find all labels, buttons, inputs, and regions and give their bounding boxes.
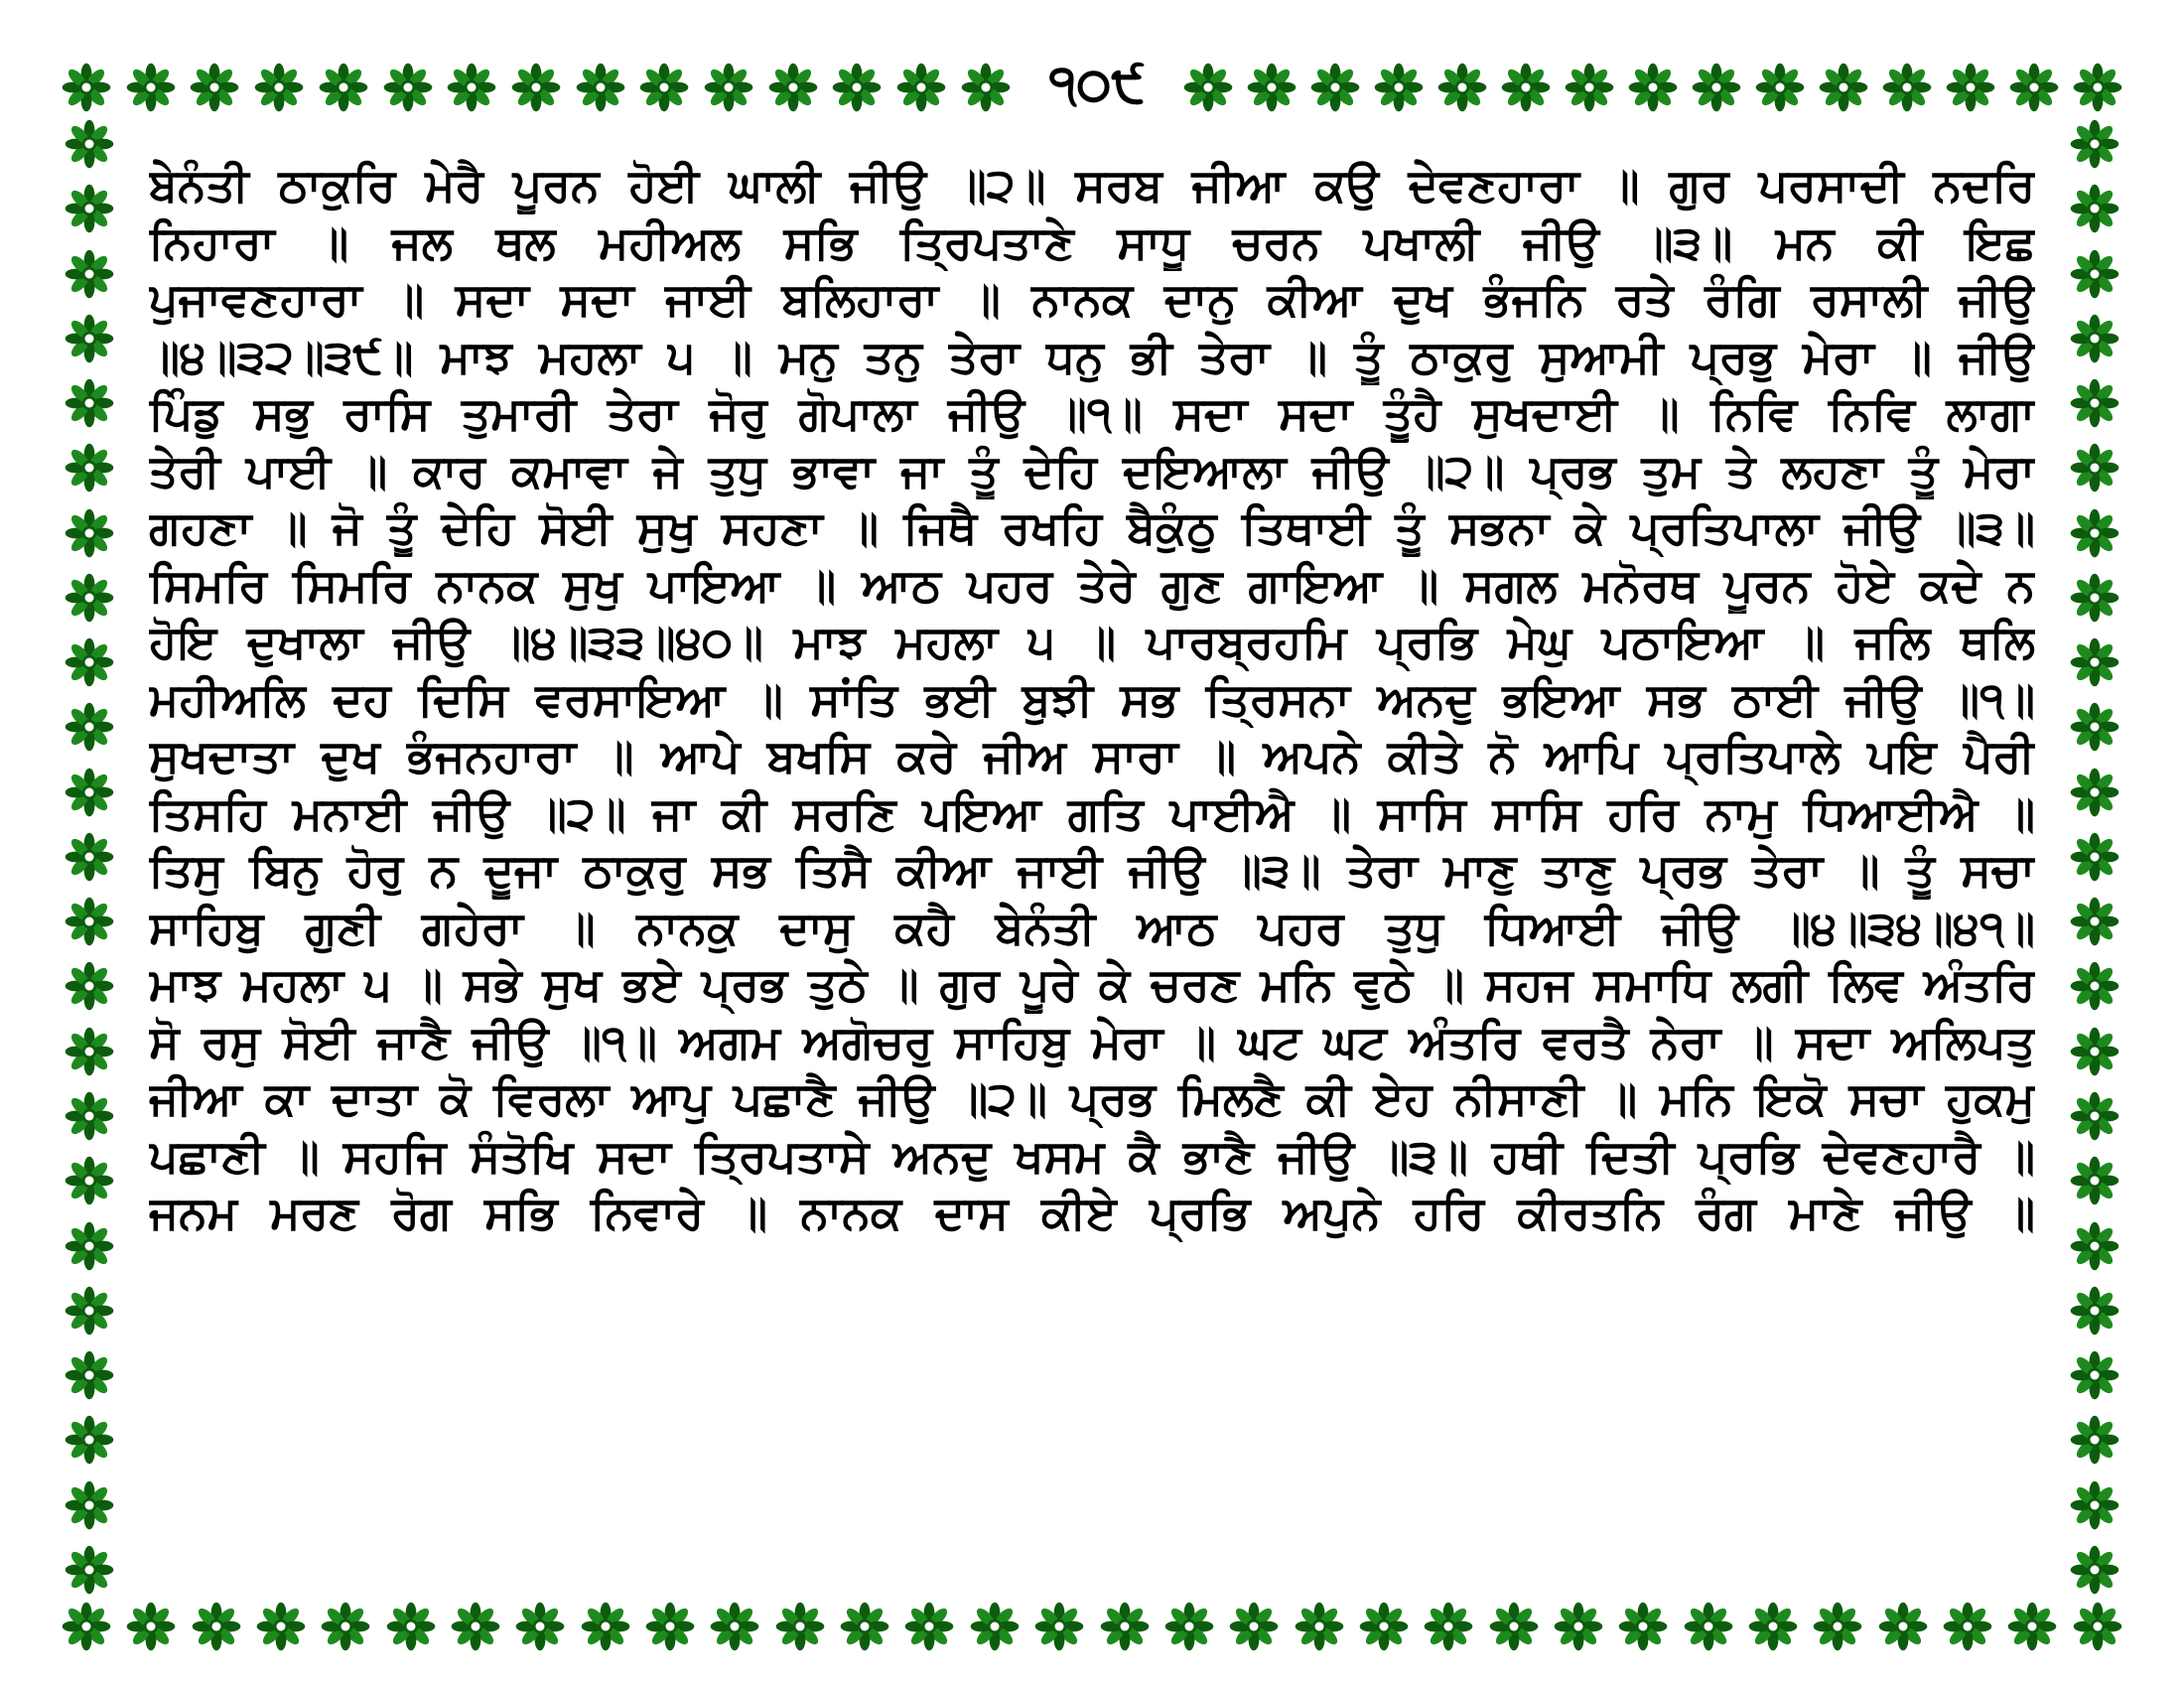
border-bottom bbox=[60, 1597, 2124, 1656]
flower-ornament-icon bbox=[2068, 312, 2121, 365]
flower-ornament-icon bbox=[2068, 1413, 2121, 1467]
flower-ornament-icon bbox=[317, 61, 370, 114]
flower-ornament-icon bbox=[2068, 1348, 2121, 1402]
flower-ornament-icon bbox=[968, 1600, 1022, 1653]
flower-ornament-icon bbox=[894, 61, 948, 114]
flower-ornament-icon bbox=[1876, 1600, 1930, 1653]
flower-ornament-icon bbox=[1682, 1600, 1735, 1653]
flower-ornament-icon bbox=[2068, 506, 2121, 560]
flower-ornament-icon bbox=[63, 959, 116, 1013]
flower-ornament-icon bbox=[63, 182, 116, 235]
flower-ornament-icon bbox=[637, 61, 691, 114]
flower-ornament-icon bbox=[124, 1600, 178, 1653]
border-left bbox=[60, 117, 119, 1597]
text-line: ਨਿਹਾਰਾ ॥ ਜਲ ਥਲ ਮਹੀਅਲ ਸਭਿ ਤ੍ਰਿਪਤਾਣੇ ਸਾਧੂ ਚਰਨ ਪਖਾਲੀ ਜੀਉ ॥੩॥ ਮਨ ਕੀ ਇਛ bbox=[149, 214, 2035, 269]
flower-ornament-icon bbox=[63, 1089, 116, 1143]
flower-ornament-icon bbox=[830, 61, 884, 114]
flower-ornament-icon bbox=[1308, 61, 1362, 114]
page-number: ੧੦੯ bbox=[1048, 54, 1146, 114]
flower-ornament-icon bbox=[63, 506, 116, 560]
flower-ornament-icon bbox=[902, 1600, 956, 1653]
flower-ornament-icon bbox=[1746, 1600, 1800, 1653]
text-line: ਹੋਇ ਦੁਖਾਲਾ ਜੀਉ ॥੪॥੩੩॥੪੦॥ ਮਾਝ ਮਹਲਾ ੫ ॥ ਪਾਰਬ੍ਰਹਮਿ ਪ੍ਰਭਿ ਮੇਘੁ ਪਠਾਇਆ ॥ ਜਲਿ ਥਲਿ bbox=[149, 615, 2035, 668]
text-line: ॥੪॥੩੨॥੩੯॥ ਮਾਝ ਮਹਲਾ ੫ ॥ ਮਨੁ ਤਨੁ ਤੇਰਾ ਧਨੁ ਭੀ ਤੇਰਾ ॥ ਤੂੰ ਠਾਕੁਰੁ ਸੁਆਮੀ ਪ੍ਰਭੁ ਮੇਰਾ ॥ ਜੀਉ bbox=[149, 329, 2035, 383]
flower-ornament-icon bbox=[63, 1025, 116, 1078]
flower-ornament-icon bbox=[574, 61, 627, 114]
flower-ornament-icon bbox=[1563, 61, 1616, 114]
text-line: ਬੇਨੰਤੀ ਠਾਕੁਰਿ ਮੇਰੈ ਪੂਰਨ ਹੋਈ ਘਾਲੀ ਜੀਉ ॥੨॥ ਸਰਬ ਜੀਆ ਕਉ ਦੇਵਣਹਾਰਾ ॥ ਗੁਰ ਪਰਸਾਦੀ ਨਦਰਿ bbox=[149, 158, 2035, 211]
flower-ornament-icon bbox=[60, 1600, 113, 1653]
flower-ornament-icon bbox=[252, 61, 306, 114]
text-line: ਤਿਸੁ ਬਿਨੁ ਹੋਰੁ ਨ ਦੂਜਾ ਠਾਕੁਰੁ ਸਭ ਤਿਸੈ ਕੀਆ ਜਾਈ ਜੀਉ ॥੩॥ ਤੇਰਾ ਮਾਣੁ ਤਾਣੁ ਪ੍ਰਭ ਤੇਰਾ ॥ ਤੂੰ ਸਚਾ bbox=[149, 843, 2035, 897]
flower-ornament-icon bbox=[1499, 61, 1553, 114]
flower-ornament-icon bbox=[1181, 61, 1235, 114]
text-line: ਸੁਖਦਾਤਾ ਦੁਖ ਭੰਜਨਹਾਰਾ ॥ ਆਪੇ ਬਖਸਿ ਕਰੇ ਜੀਅ ਸਾਰਾ ॥ ਅਪਨੇ ਕੀਤੇ ਨੋ ਆਪਿ ਪ੍ਰਤਿਪਾਲੇ ਪਇ ਪੈਰੀ bbox=[149, 729, 2035, 782]
flower-ornament-icon bbox=[384, 1600, 438, 1653]
flower-ornament-icon bbox=[2068, 1284, 2121, 1337]
flower-ornament-icon bbox=[2071, 61, 2124, 114]
text-line: ਮਹੀਅਲਿ ਦਹ ਦਿਸਿ ਵਰਸਾਇਆ ॥ ਸਾਂਤਿ ਭਈ ਬੁਝੀ ਸਭ ਤ੍ਰਿਸਨਾ ਅਨਦੁ ਭਇਆ ਸਭ ਠਾਈ ਜੀਉ ॥੧॥ bbox=[149, 671, 2035, 726]
flower-ornament-icon bbox=[2068, 700, 2121, 754]
text-line: ਤੇਰੀ ਪਾਈ ॥ ਕਾਰ ਕਮਾਵਾ ਜੇ ਤੁਧੁ ਭਾਵਾ ਜਾ ਤੂੰ ਦੇਹਿ ਦਇਆਲਾ ਜੀਉ ॥੨॥ ਪ੍ਰਭ ਤੁਮ ਤੇ ਲਹਣਾ ਤੂੰ ਮੇਰਾ bbox=[149, 443, 2035, 497]
flower-ornament-icon bbox=[190, 1600, 243, 1653]
flower-ornament-icon bbox=[63, 895, 116, 948]
text-line: ਗਹਣਾ ॥ ਜੋ ਤੂੰ ਦੇਹਿ ਸੋਈ ਸੁਖੁ ਸਹਣਾ ॥ ਜਿਥੈ ਰਖਹਿ ਬੈਕੁੰਠੁ ਤਿਥਾਈ ਤੂੰ ਸਭਨਾ ਕੇ ਪ੍ਰਤਿਪਾਲਾ ਜੀਉ ॥੩॥ bbox=[149, 500, 2035, 554]
flower-ornament-icon bbox=[124, 61, 178, 114]
flower-ornament-icon bbox=[2068, 1478, 2121, 1532]
flower-ornament-icon bbox=[1435, 61, 1489, 114]
scripture-text-block bbox=[149, 157, 2035, 1242]
text-line: ਪਿੰਡੁ ਸਭੁ ਰਾਸਿ ਤੁਮਾਰੀ ਤੇਰਾ ਜੋਰੁ ਗੋਪਾਲਾ ਜੀਉ ॥੧॥ ਸਦਾ ਸਦਾ ਤੂੰਹੈ ਸੁਖਦਾਈ ॥ ਨਿਵਿ ਨਿਵਿ ਲਾਗਾ bbox=[149, 386, 2035, 440]
flower-ornament-icon bbox=[773, 1600, 827, 1653]
text-line: ਪੁਜਾਵਣਹਾਰਾ ॥ ਸਦਾ ਸਦਾ ਜਾਈ ਬਲਿਹਾਰਾ ॥ ਨਾਨਕ ਦਾਨੁ ਕੀਆ ਦੁਖ ਭੰਜਨਿ ਰਤੇ ਰੰਗਿ ਰਸਾਲੀ ਜੀਉ bbox=[149, 272, 2035, 326]
text-line: ਸੋ ਰਸੁ ਸੋਈ ਜਾਣੈ ਜੀਉ ॥੧॥ ਅਗਮ ਅਗੋਚਰੁ ਸਾਹਿਬੁ ਮੇਰਾ ॥ ਘਟ ਘਟ ਅੰਤਰਿ ਵਰਤੈ ਨੇਰਾ ॥ ਸਦਾ ਅਲਿਪਤੁ bbox=[149, 1014, 2035, 1068]
flower-ornament-icon bbox=[1227, 1600, 1281, 1653]
flower-ornament-icon bbox=[60, 61, 113, 114]
flower-ornament-icon bbox=[2068, 247, 2121, 301]
flower-ornament-icon bbox=[2007, 61, 2061, 114]
flower-ornament-icon bbox=[1616, 1600, 1670, 1653]
flower-ornament-icon bbox=[445, 61, 498, 114]
flower-ornament-icon bbox=[2068, 1025, 2121, 1078]
flower-ornament-icon bbox=[1811, 1600, 1864, 1653]
flower-ornament-icon bbox=[2005, 1600, 2059, 1653]
flower-ornament-icon bbox=[63, 1543, 116, 1597]
flower-ornament-icon bbox=[2068, 1154, 2121, 1207]
flower-ornament-icon bbox=[1372, 61, 1426, 114]
flower-ornament-icon bbox=[63, 1219, 116, 1273]
flower-ornament-icon bbox=[63, 700, 116, 754]
flower-ornament-icon bbox=[838, 1600, 891, 1653]
flower-ornament-icon bbox=[2071, 1600, 2124, 1653]
flower-ornament-icon bbox=[63, 571, 116, 625]
flower-ornament-icon bbox=[2068, 895, 2121, 948]
flower-ornament-icon bbox=[1098, 1600, 1152, 1653]
text-line: ਜਨਮ ਮਰਣ ਰੋਗ ਸਭਿ ਨਿਵਾਰੇ ॥ ਨਾਨਕ ਦਾਸ ਕੀਏ ਪ੍ਰਭਿ ਅਪੁਨੇ ਹਰਿ ਕੀਰਤਨਿ ਰੰਗ ਮਾਣੇ ਜੀਉ ॥ bbox=[149, 1186, 2035, 1239]
text-line: ਪਛਾਣੀ ॥ ਸਹਜਿ ਸੰਤੋਖਿ ਸਦਾ ਤ੍ਰਿਪਤਾਸੇ ਅਨਦੁ ਖਸਮ ਕੈ ਭਾਣੈ ਜੀਉ ॥੩॥ ਹਥੀ ਦਿਤੀ ਪ੍ਰਭਿ ਦੇਵਣਹਾਰੈ ॥ bbox=[149, 1128, 2035, 1183]
flower-ornament-icon bbox=[2068, 959, 2121, 1013]
flower-ornament-icon bbox=[2068, 1219, 2121, 1273]
flower-ornament-icon bbox=[63, 312, 116, 365]
text-line: ਜੀਆ ਕਾ ਦਾਤਾ ਕੋ ਵਿਰਲਾ ਆਪੁ ਪਛਾਣੈ ਜੀਉ ॥੨॥ ਪ੍ਰਭ ਮਿਲਣੈ ਕੀ ਏਹ ਨੀਸਾਣੀ ॥ ਮਨਿ ਇਕੋ ਸਚਾ ਹੁਕਮੁ bbox=[149, 1071, 2035, 1125]
flower-ornament-icon bbox=[708, 1600, 761, 1653]
flower-ornament-icon bbox=[63, 1154, 116, 1207]
flower-ornament-icon bbox=[2068, 571, 2121, 625]
flower-ornament-icon bbox=[579, 1600, 632, 1653]
flower-ornament-icon bbox=[1753, 61, 1807, 114]
flower-ornament-icon bbox=[63, 117, 116, 171]
flower-ornament-icon bbox=[513, 1600, 567, 1653]
border-top-right bbox=[1181, 58, 2124, 117]
border-top-left bbox=[60, 58, 1013, 117]
flower-ornament-icon bbox=[959, 61, 1013, 114]
flower-ornament-icon bbox=[63, 376, 116, 430]
flower-ornament-icon bbox=[1245, 61, 1298, 114]
flower-ornament-icon bbox=[63, 1348, 116, 1402]
flower-ornament-icon bbox=[1941, 1600, 1994, 1653]
flower-ornament-icon bbox=[643, 1600, 697, 1653]
flower-ornament-icon bbox=[1552, 1600, 1605, 1653]
flower-ornament-icon bbox=[63, 635, 116, 689]
flower-ornament-icon bbox=[254, 1600, 308, 1653]
flower-ornament-icon bbox=[1944, 61, 1997, 114]
flower-ornament-icon bbox=[2068, 441, 2121, 494]
flower-ornament-icon bbox=[63, 247, 116, 301]
flower-ornament-icon bbox=[766, 61, 820, 114]
flower-ornament-icon bbox=[1032, 1600, 1086, 1653]
flower-ornament-icon bbox=[1880, 61, 1934, 114]
flower-ornament-icon bbox=[2068, 1089, 2121, 1143]
flower-ornament-icon bbox=[2068, 635, 2121, 689]
flower-ornament-icon bbox=[2068, 1543, 2121, 1597]
flower-ornament-icon bbox=[63, 766, 116, 819]
flower-ornament-icon bbox=[1690, 61, 1743, 114]
flower-ornament-icon bbox=[188, 61, 241, 114]
text-line: ਮਾਝ ਮਹਲਾ ੫ ॥ ਸਭੇ ਸੁਖ ਭਏ ਪ੍ਰਭ ਤੁਠੇ ॥ ਗੁਰ ਪੂਰੇ ਕੇ ਚਰਣ ਮਨਿ ਵੁਠੇ ॥ ਸਹਜ ਸਮਾਧਿ ਲਗੀ ਲਿਵ ਅੰਤਰਿ bbox=[149, 957, 2035, 1011]
flower-ornament-icon bbox=[1357, 1600, 1411, 1653]
flower-ornament-icon bbox=[2068, 830, 2121, 884]
flower-ornament-icon bbox=[63, 830, 116, 884]
flower-ornament-icon bbox=[1162, 1600, 1216, 1653]
flower-ornament-icon bbox=[2068, 182, 2121, 235]
text-line: ਸਾਹਿਬੁ ਗੁਣੀ ਗਹੇਰਾ ॥ ਨਾਨਕੁ ਦਾਸੁ ਕਹੈ ਬੇਨੰਤੀ ਆਠ ਪਹਰ ਤੁਧੁ ਧਿਆਈ ਜੀਉ ॥੪॥੩੪॥੪੧॥ bbox=[149, 900, 2035, 954]
text-line: ਸਿਮਰਿ ਸਿਮਰਿ ਨਾਨਕ ਸੁਖੁ ਪਾਇਆ ॥ ਆਠ ਪਹਰ ਤੇਰੇ ਗੁਣ ਗਾਇਆ ॥ ਸਗਲ ਮਨੋਰਥ ਪੂਰਨ ਹੋਏ ਕਦੇ ਨ bbox=[149, 557, 2035, 612]
flower-ornament-icon bbox=[2068, 766, 2121, 819]
flower-ornament-icon bbox=[2068, 117, 2121, 171]
text-line: ਤਿਸਹਿ ਮਨਾਈ ਜੀਉ ॥੨॥ ਜਾ ਕੀ ਸਰਣਿ ਪਇਆ ਗਤਿ ਪਾਈਐ ॥ ਸਾਸਿ ਸਾਸਿ ਹਰਿ ਨਾਮੁ ਧਿਆਈਐ ॥ bbox=[149, 785, 2035, 840]
flower-ornament-icon bbox=[63, 1413, 116, 1467]
border-right bbox=[2065, 117, 2124, 1597]
flower-ornament-icon bbox=[1817, 61, 1870, 114]
flower-ornament-icon bbox=[1293, 1600, 1346, 1653]
flower-ornament-icon bbox=[1422, 1600, 1475, 1653]
flower-ornament-icon bbox=[63, 1478, 116, 1532]
flower-ornament-icon bbox=[2068, 376, 2121, 430]
flower-ornament-icon bbox=[63, 1284, 116, 1337]
flower-ornament-icon bbox=[1626, 61, 1680, 114]
flower-ornament-icon bbox=[449, 1600, 502, 1653]
flower-ornament-icon bbox=[63, 441, 116, 494]
flower-ornament-icon bbox=[1487, 1600, 1541, 1653]
flower-ornament-icon bbox=[702, 61, 755, 114]
flower-ornament-icon bbox=[509, 61, 563, 114]
flower-ornament-icon bbox=[381, 61, 435, 114]
flower-ornament-icon bbox=[319, 1600, 372, 1653]
